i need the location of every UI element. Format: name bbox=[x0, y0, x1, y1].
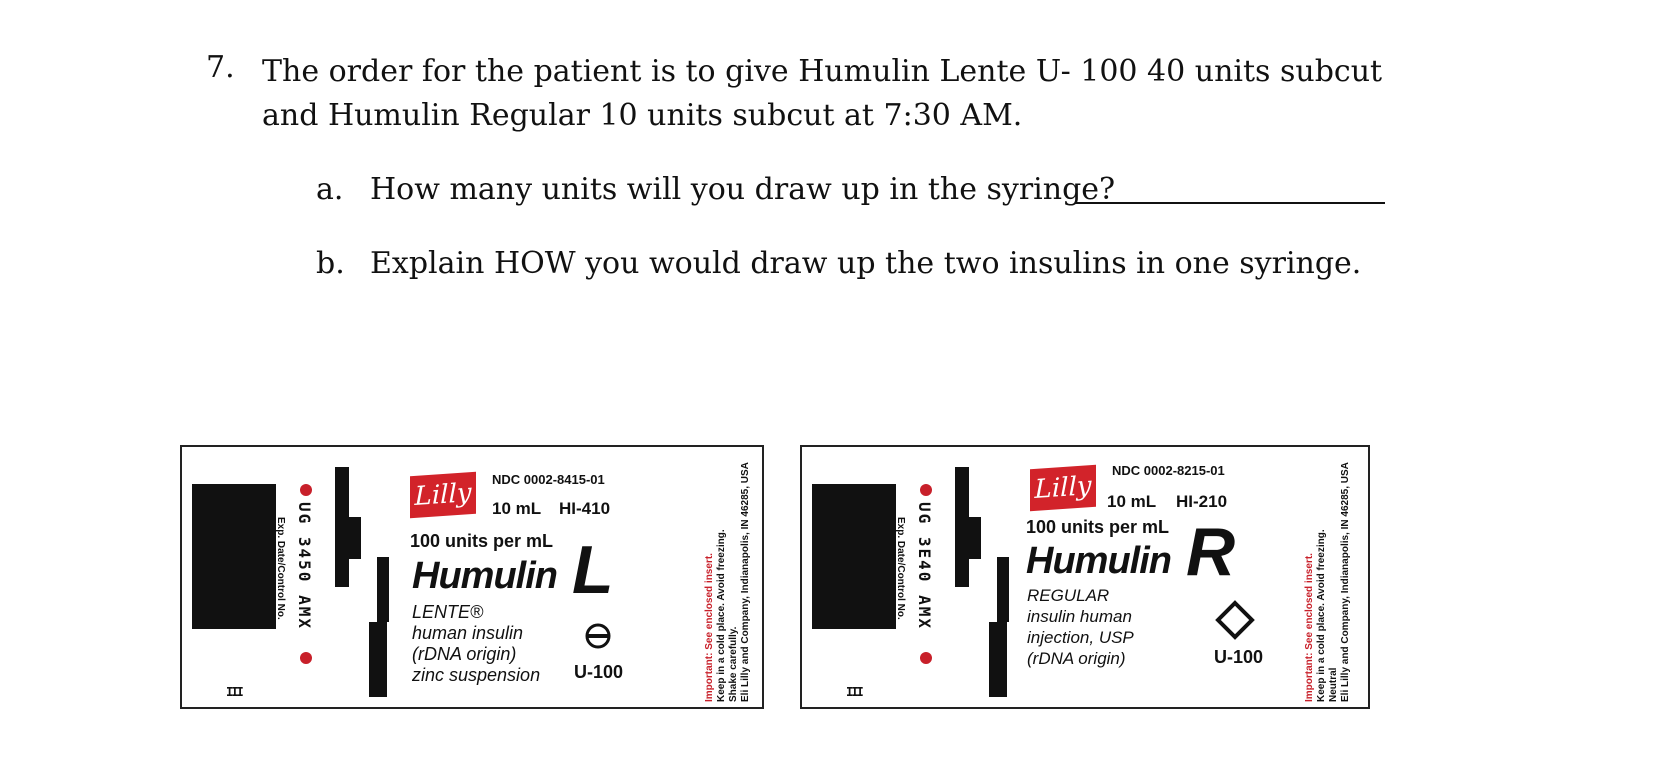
barcode-block bbox=[192, 484, 276, 629]
part-b-label: b. bbox=[316, 246, 345, 281]
warning-line: Important: See enclosed insert. bbox=[704, 553, 715, 702]
warning-line: Important: See enclosed insert. bbox=[1304, 553, 1315, 702]
lot-dot-top bbox=[920, 484, 932, 496]
desc-line: injection, USP bbox=[1027, 628, 1134, 647]
exp-date-label: Exp. Date/Control No. bbox=[275, 517, 286, 620]
lot-dot-top bbox=[300, 484, 312, 496]
volume: 10 mL bbox=[1107, 492, 1157, 511]
warning-block bbox=[704, 462, 752, 702]
exp-date-label: Exp. Date/Control No. bbox=[895, 517, 906, 620]
warning-line: Neutral bbox=[1328, 667, 1339, 702]
regular-label bbox=[800, 445, 1370, 709]
code-bar bbox=[369, 622, 387, 697]
warning-line: Shake carefully. bbox=[728, 626, 739, 702]
diamond-icon bbox=[1214, 599, 1256, 641]
brand-name: Humulin bbox=[412, 555, 557, 597]
desc-line: (rDNA origin) bbox=[412, 644, 517, 664]
warning-line: Keep in a cold place. Avoid freezing. bbox=[1316, 529, 1327, 702]
ndc-number: NDC 0002-8215-01 bbox=[1112, 463, 1225, 478]
code-bar bbox=[997, 557, 1009, 622]
warning-line: Eli Lilly and Company, Indianapolis, IN 46285, USA bbox=[1340, 462, 1351, 702]
warning-line: Keep in a cold place. Avoid freezing. bbox=[716, 529, 727, 702]
desc-line: REGULAR bbox=[1027, 586, 1110, 605]
part-b-text: Explain HOW you would draw up the two insulins in one syringe. bbox=[370, 246, 1362, 281]
lot-dot-bottom bbox=[920, 652, 932, 664]
brand-name: Humulin bbox=[1026, 540, 1171, 582]
brand-letter: R bbox=[1186, 514, 1236, 590]
lilly-logo: Lilly bbox=[1030, 465, 1096, 512]
concentration: 100 units per mL bbox=[410, 531, 554, 551]
desc-line: insulin human bbox=[1027, 607, 1132, 626]
lot-number: UG 3E40 AMX bbox=[915, 502, 934, 630]
product-description bbox=[412, 602, 540, 686]
lilly-logo: Lilly bbox=[410, 472, 476, 519]
warning-line: Eli Lilly and Company, Indianapolis, IN 46285, USA bbox=[740, 462, 751, 702]
product-code: HI-410 bbox=[559, 499, 611, 518]
answer-blank-line[interactable] bbox=[1075, 202, 1385, 204]
warning-block bbox=[1304, 462, 1352, 702]
id-code: III bbox=[226, 685, 242, 699]
lot-dot-bottom bbox=[300, 652, 312, 664]
brand-letter: L bbox=[572, 532, 614, 608]
lot-number: UG 3450 AMX bbox=[295, 502, 314, 630]
desc-line: human insulin bbox=[412, 623, 524, 643]
ndc-number: NDC 0002-8415-01 bbox=[492, 472, 605, 487]
concentration: 100 units per mL bbox=[1026, 517, 1170, 537]
desc-line: (rDNA origin) bbox=[1027, 649, 1126, 668]
part-a-text: How many units will you draw up in the syringe? bbox=[370, 172, 1116, 207]
desc-line: LENTE® bbox=[412, 602, 484, 622]
code-bar bbox=[377, 557, 389, 622]
volume: 10 mL bbox=[492, 499, 542, 518]
circle-bar-icon bbox=[584, 622, 612, 650]
part-a-label: a. bbox=[316, 172, 344, 207]
barcode-block bbox=[812, 484, 896, 629]
code-bar bbox=[989, 622, 1007, 697]
desc-line: zinc suspension bbox=[412, 665, 541, 685]
question-text: The order for the patient is to give Humulin Lente U- 100 40 units subcut and Humulin Regular 10 units subcut at 7:30 AM. bbox=[262, 54, 1383, 133]
lente-label bbox=[180, 445, 764, 709]
code-bar bbox=[345, 517, 361, 559]
product-code: HI-210 bbox=[1176, 492, 1228, 511]
product-description bbox=[1027, 585, 1134, 669]
strength: U-100 bbox=[574, 662, 624, 682]
question-number: 7. bbox=[206, 50, 235, 85]
code-bar bbox=[965, 517, 981, 559]
id-code: III bbox=[846, 685, 862, 699]
strength: U-100 bbox=[1214, 647, 1264, 667]
